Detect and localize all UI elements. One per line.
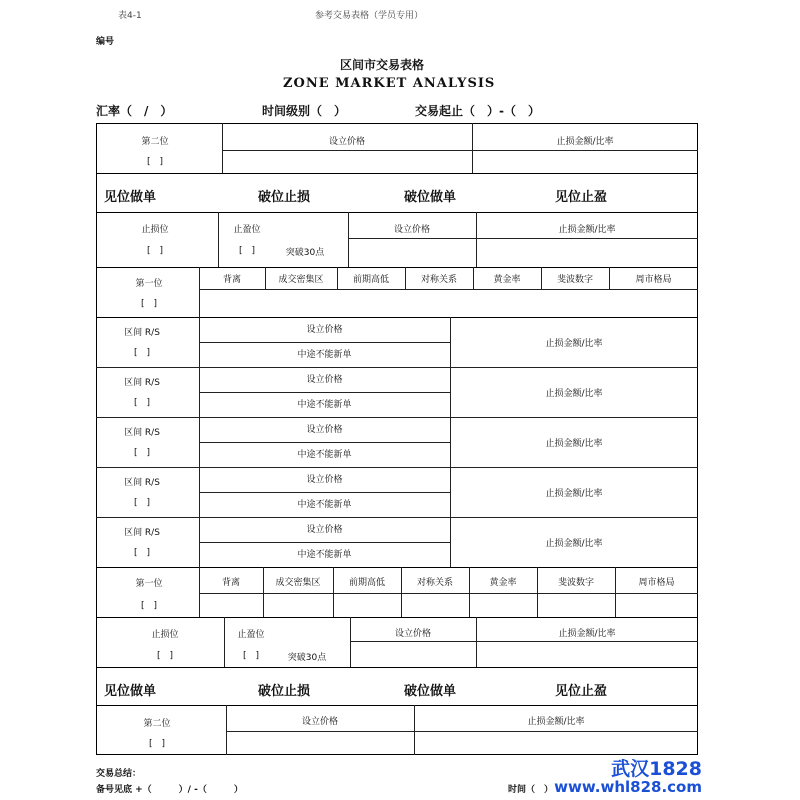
- stop-loss-b-label: 止损位: [151, 630, 179, 640]
- take-profit-pos-bracket[interactable]: [ ]: [238, 246, 256, 256]
- remark-field[interactable]: 备号见底 +（ ）/ -（ ）: [96, 785, 243, 795]
- col-b-volume-zone: 成交密集区: [275, 578, 321, 588]
- zone-rs-5-bracket[interactable]: [ ]: [133, 548, 151, 558]
- band-top-2: 破位止损: [258, 190, 311, 205]
- col-b-divergence: 背离: [221, 578, 240, 588]
- take-profit-zone-2: 止损金额/比率: [545, 389, 603, 399]
- position-2-label: 第二位: [141, 137, 169, 147]
- col-volume-zone: 成交密集区: [278, 275, 324, 285]
- set-price-3: 设立价格: [306, 425, 343, 435]
- timeframe-field[interactable]: 时间级别（ ）: [262, 104, 347, 118]
- col-b-golden-ratio: 黄金率: [489, 578, 517, 588]
- col-b-weekly-pattern: 周市格局: [638, 578, 675, 588]
- band-bottom-2: 破位止损: [258, 684, 311, 699]
- col-fib-number: 斐波数字: [556, 275, 593, 285]
- watermark-line1: 武汉1828: [611, 758, 702, 780]
- position-2b-bracket[interactable]: [ ]: [148, 739, 166, 749]
- band-top-3: 破位做单: [404, 190, 457, 205]
- stop-loss-label: 止损位: [141, 225, 169, 235]
- band-top-1: 见位做单: [104, 190, 157, 205]
- take-profit-zone-5: 止损金额/比率: [545, 539, 603, 549]
- col-prior-high-low: 前期高低: [352, 275, 389, 285]
- zone-rs-3: 区间 R/S: [124, 428, 160, 438]
- col-b-symmetry: 对称关系: [416, 578, 453, 588]
- position-2b-label: 第二位: [143, 719, 171, 729]
- band-bottom-1: 见位做单: [104, 684, 157, 699]
- set-order-header: 设立价格: [328, 137, 365, 147]
- page-title-en: ZONE MARKET ANALYSIS: [283, 76, 496, 91]
- zone-rs-5: 区间 R/S: [124, 528, 160, 538]
- zone-rs-2: 区间 R/S: [124, 378, 160, 388]
- set-order-header-4: 设立价格: [301, 717, 338, 727]
- set-order-header-3: 设立价格: [394, 629, 431, 639]
- take-profit-zone-1: 止损金额/比率: [545, 339, 603, 349]
- zone-rs-4: 区间 R/S: [124, 478, 160, 488]
- zone-rs-4-bracket[interactable]: [ ]: [133, 498, 151, 508]
- col-b-prior-high-low: 前期高低: [348, 578, 385, 588]
- band-top-4: 见位止盈: [555, 190, 608, 205]
- set-price-4: 设立价格: [306, 475, 343, 485]
- set-price-2: 设立价格: [306, 375, 343, 385]
- take-profit-pos-b-bracket[interactable]: [ ]: [242, 651, 260, 661]
- zone-rs-1-bracket[interactable]: [ ]: [133, 348, 151, 358]
- cancel-midway-4: 中途不能新单: [297, 500, 352, 510]
- rate-field[interactable]: 汇率（ / ）: [96, 104, 173, 118]
- zone-rs-3-bracket[interactable]: [ ]: [133, 448, 151, 458]
- cancel-midway-1: 中途不能新单: [297, 350, 352, 360]
- serial-label: 编号: [96, 37, 115, 47]
- position-2-bracket[interactable]: [ ]: [146, 157, 164, 167]
- form-number: 表4-1: [118, 11, 142, 21]
- position-1-label: 第一位: [135, 279, 163, 289]
- set-order-header-2: 设立价格: [393, 225, 430, 235]
- position-1-bracket[interactable]: [ ]: [140, 299, 158, 309]
- position-1b-bracket[interactable]: [ ]: [140, 601, 158, 611]
- col-b-fib-number: 斐波数字: [557, 578, 594, 588]
- trade-result-label: 交易总结：: [96, 769, 142, 779]
- take-profit-pos-b-label: 止盈位: [237, 630, 265, 640]
- col-weekly-pattern: 周市格局: [635, 275, 672, 285]
- set-price-5: 设立价格: [306, 525, 343, 535]
- cancel-midway-3: 中途不能新单: [297, 450, 352, 460]
- stop-loss-bracket[interactable]: [ ]: [146, 246, 164, 256]
- cancel-midway-2: 中途不能新单: [297, 400, 352, 410]
- page-title: 区间市交易表格: [340, 58, 425, 72]
- form-subtitle: 参考交易表格（学员专用）: [315, 11, 424, 21]
- watermark-line2: www.whl828.com: [554, 778, 702, 796]
- time-field[interactable]: 时间（ ）: [508, 785, 554, 795]
- band-bottom-4: 见位止盈: [555, 684, 608, 699]
- take-profit-header-4: 止损金额/比率: [527, 717, 585, 727]
- take-profit-zone-3: 止损金额/比率: [545, 439, 603, 449]
- breakout-points: 突破30点: [285, 248, 325, 258]
- band-bottom-3: 破位做单: [404, 684, 457, 699]
- take-profit-header: 止损金额/比率: [556, 137, 614, 147]
- take-profit-header-2: 止损金额/比率: [558, 225, 616, 235]
- take-profit-zone-4: 止损金额/比率: [545, 489, 603, 499]
- take-profit-pos-label: 止盈位: [233, 225, 261, 235]
- breakout-points-b: 突破30点: [287, 653, 327, 663]
- take-profit-header-3: 止损金额/比率: [558, 629, 616, 639]
- col-symmetry: 对称关系: [420, 275, 457, 285]
- position-1b-label: 第一位: [135, 579, 163, 589]
- stop-loss-b-bracket[interactable]: [ ]: [156, 651, 174, 661]
- cancel-midway-5: 中途不能新单: [297, 550, 352, 560]
- set-price-1: 设立价格: [306, 325, 343, 335]
- col-divergence: 背离: [222, 275, 241, 285]
- zone-rs-1: 区间 R/S: [124, 328, 160, 338]
- period-field[interactable]: 交易起止（ ）-（ ）: [415, 104, 540, 118]
- zone-rs-2-bracket[interactable]: [ ]: [133, 398, 151, 408]
- col-golden-ratio: 黄金率: [493, 275, 521, 285]
